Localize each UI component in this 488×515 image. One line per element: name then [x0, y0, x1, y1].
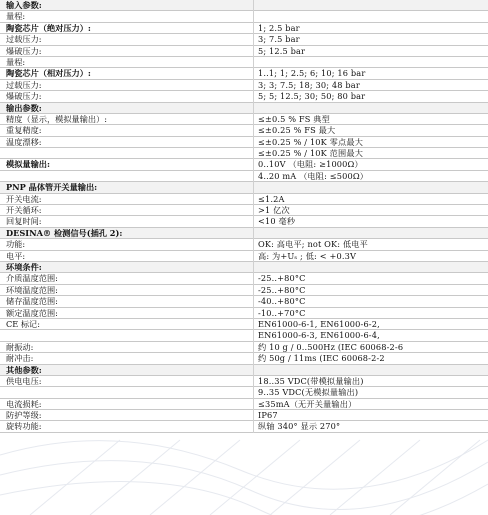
spec-label: 耐振动: — [6, 341, 34, 352]
spec-value: 约 10 g / 0..500Hz (IEC 60068-2-6 — [258, 341, 404, 352]
spec-value: -25..+80°C — [258, 284, 306, 295]
spec-value: 4..20 mA （电阻: ≤500Ω） — [258, 170, 369, 181]
spec-row — [0, 205, 488, 216]
spec-label: 电流损耗: — [6, 398, 42, 409]
spec-value: 纵轴 340° 显示 270° — [258, 421, 341, 432]
spec-label: 温度漂移: — [6, 136, 42, 147]
spec-row — [0, 171, 488, 182]
column-divider — [253, 0, 254, 433]
spec-row — [0, 399, 488, 410]
spec-row — [0, 114, 488, 125]
spec-value: ≤±0.25 % / 10K 范围最大 — [258, 148, 364, 159]
spec-row — [0, 273, 488, 284]
spec-row — [0, 421, 488, 432]
spec-row — [0, 148, 488, 159]
spec-label: 量程: — [6, 11, 26, 22]
spec-value: 1; 2.5 bar — [258, 22, 300, 33]
spec-row — [0, 91, 488, 102]
spec-row — [0, 34, 488, 45]
spec-value: <10 毫秒 — [258, 216, 296, 227]
spec-label: 防护等级: — [6, 410, 42, 421]
spec-value: 5; 12.5 bar — [258, 45, 306, 56]
spec-value: 9..35 VDC(无模拟量输出) — [258, 387, 359, 398]
spec-value: -10..+70°C — [258, 307, 306, 318]
spec-row — [0, 125, 488, 136]
spec-row — [0, 57, 488, 68]
spec-label: 陶瓷芯片（相对压力）: — [6, 68, 91, 79]
spec-label: 旋转功能: — [6, 421, 42, 432]
spec-label: CE 标记: — [6, 318, 40, 329]
spec-label: 过载压力: — [6, 34, 42, 45]
spec-label: 爆破压力: — [6, 91, 42, 102]
spec-row — [0, 285, 488, 296]
spec-row — [0, 330, 488, 341]
spec-label: 电平: — [6, 250, 26, 261]
spec-value: EN61000-6-3, EN61000-6-4, — [258, 330, 380, 341]
spec-value: IP67 — [258, 410, 278, 421]
spec-label: 储存温度范围: — [6, 296, 58, 307]
section-header-row — [0, 228, 488, 239]
spec-row — [0, 23, 488, 34]
spec-row — [0, 410, 488, 421]
spec-label: 开关循环: — [6, 205, 42, 216]
section-header-row — [0, 262, 488, 273]
spec-row — [0, 251, 488, 262]
spec-value: 3; 3; 7.5; 18; 30; 48 bar — [258, 79, 360, 90]
spec-value: ≤1.2A — [258, 193, 285, 204]
spec-label: 功能: — [6, 239, 26, 250]
spec-row — [0, 239, 488, 250]
spec-value: 1..1; 1; 2.5; 6; 10; 16 bar — [258, 68, 366, 79]
spec-row — [0, 80, 488, 91]
spec-label: 耐冲击: — [6, 353, 34, 364]
spec-label: 介质温度范围: — [6, 273, 58, 284]
spec-label: 陶瓷芯片（绝对压力）: — [6, 22, 91, 33]
spec-row — [0, 46, 488, 57]
spec-row — [0, 159, 488, 170]
spec-label: 量程: — [6, 56, 26, 67]
spec-row — [0, 319, 488, 330]
section-header-row — [0, 182, 488, 193]
spec-row — [0, 11, 488, 22]
spec-value: 18..35 VDC(带模拟量输出) — [258, 375, 364, 386]
spec-label: 额定温度范围: — [6, 307, 58, 318]
section-title: DESINA® 检测信号(插孔 2): — [6, 227, 123, 238]
spec-value: 3; 7.5 bar — [258, 34, 300, 45]
spec-value: ≤±0.25 % / 10K 零点最大 — [258, 136, 364, 147]
spec-row — [0, 68, 488, 79]
spec-value: >1 亿次 — [258, 205, 290, 216]
spec-row — [0, 342, 488, 353]
section-title: PNP 晶体管开关量输出: — [6, 182, 98, 193]
spec-value: OK: 高电平; not OK: 低电平 — [258, 239, 368, 250]
spec-value: 0..10V （电阻: ≥1000Ω） — [258, 159, 363, 170]
section-header-row — [0, 0, 488, 11]
spec-label: 环境温度范围: — [6, 284, 58, 295]
spec-row — [0, 376, 488, 387]
spec-label: 爆破压力: — [6, 45, 42, 56]
spec-value: 约 50g / 11ms (IEC 60068-2-2 — [258, 353, 385, 364]
section-header-row — [0, 103, 488, 114]
section-header-row — [0, 365, 488, 376]
spec-value: -40..+80°C — [258, 296, 306, 307]
spec-label: 精度（显示，模拟量输出）: — [6, 113, 108, 124]
spec-label: 模拟量输出: — [6, 159, 50, 170]
spec-label: 重复精度: — [6, 125, 42, 136]
spec-row — [0, 296, 488, 307]
section-title: 输出参数: — [6, 102, 42, 113]
spec-value: -25..+80°C — [258, 273, 306, 284]
spec-label: 回复时间: — [6, 216, 42, 227]
spec-value: EN61000-6-1, EN61000-6-2, — [258, 318, 380, 329]
spec-value: ≤±0.5 % FS 典型 — [258, 113, 330, 124]
section-title: 其他参数: — [6, 364, 42, 375]
spec-label: 供电电压: — [6, 375, 42, 386]
spec-value: ≤35mA（无开关量输出） — [258, 398, 357, 409]
spec-row — [0, 308, 488, 319]
section-title: 环境条件: — [6, 261, 42, 272]
spec-value: 高: 为+Uₛ ; 低: < +0.3V — [258, 250, 357, 261]
spec-row — [0, 216, 488, 227]
spec-row — [0, 194, 488, 205]
spec-row — [0, 137, 488, 148]
spec-label: 开关电流: — [6, 193, 42, 204]
section-title: 输入参数: — [6, 0, 42, 10]
spec-row — [0, 353, 488, 364]
spec-label: 过载压力: — [6, 79, 42, 90]
spec-value: 5; 5; 12.5; 30; 50; 80 bar — [258, 91, 366, 102]
spec-row — [0, 387, 488, 398]
spec-value: ≤±0.25 % FS 最大 — [258, 125, 336, 136]
